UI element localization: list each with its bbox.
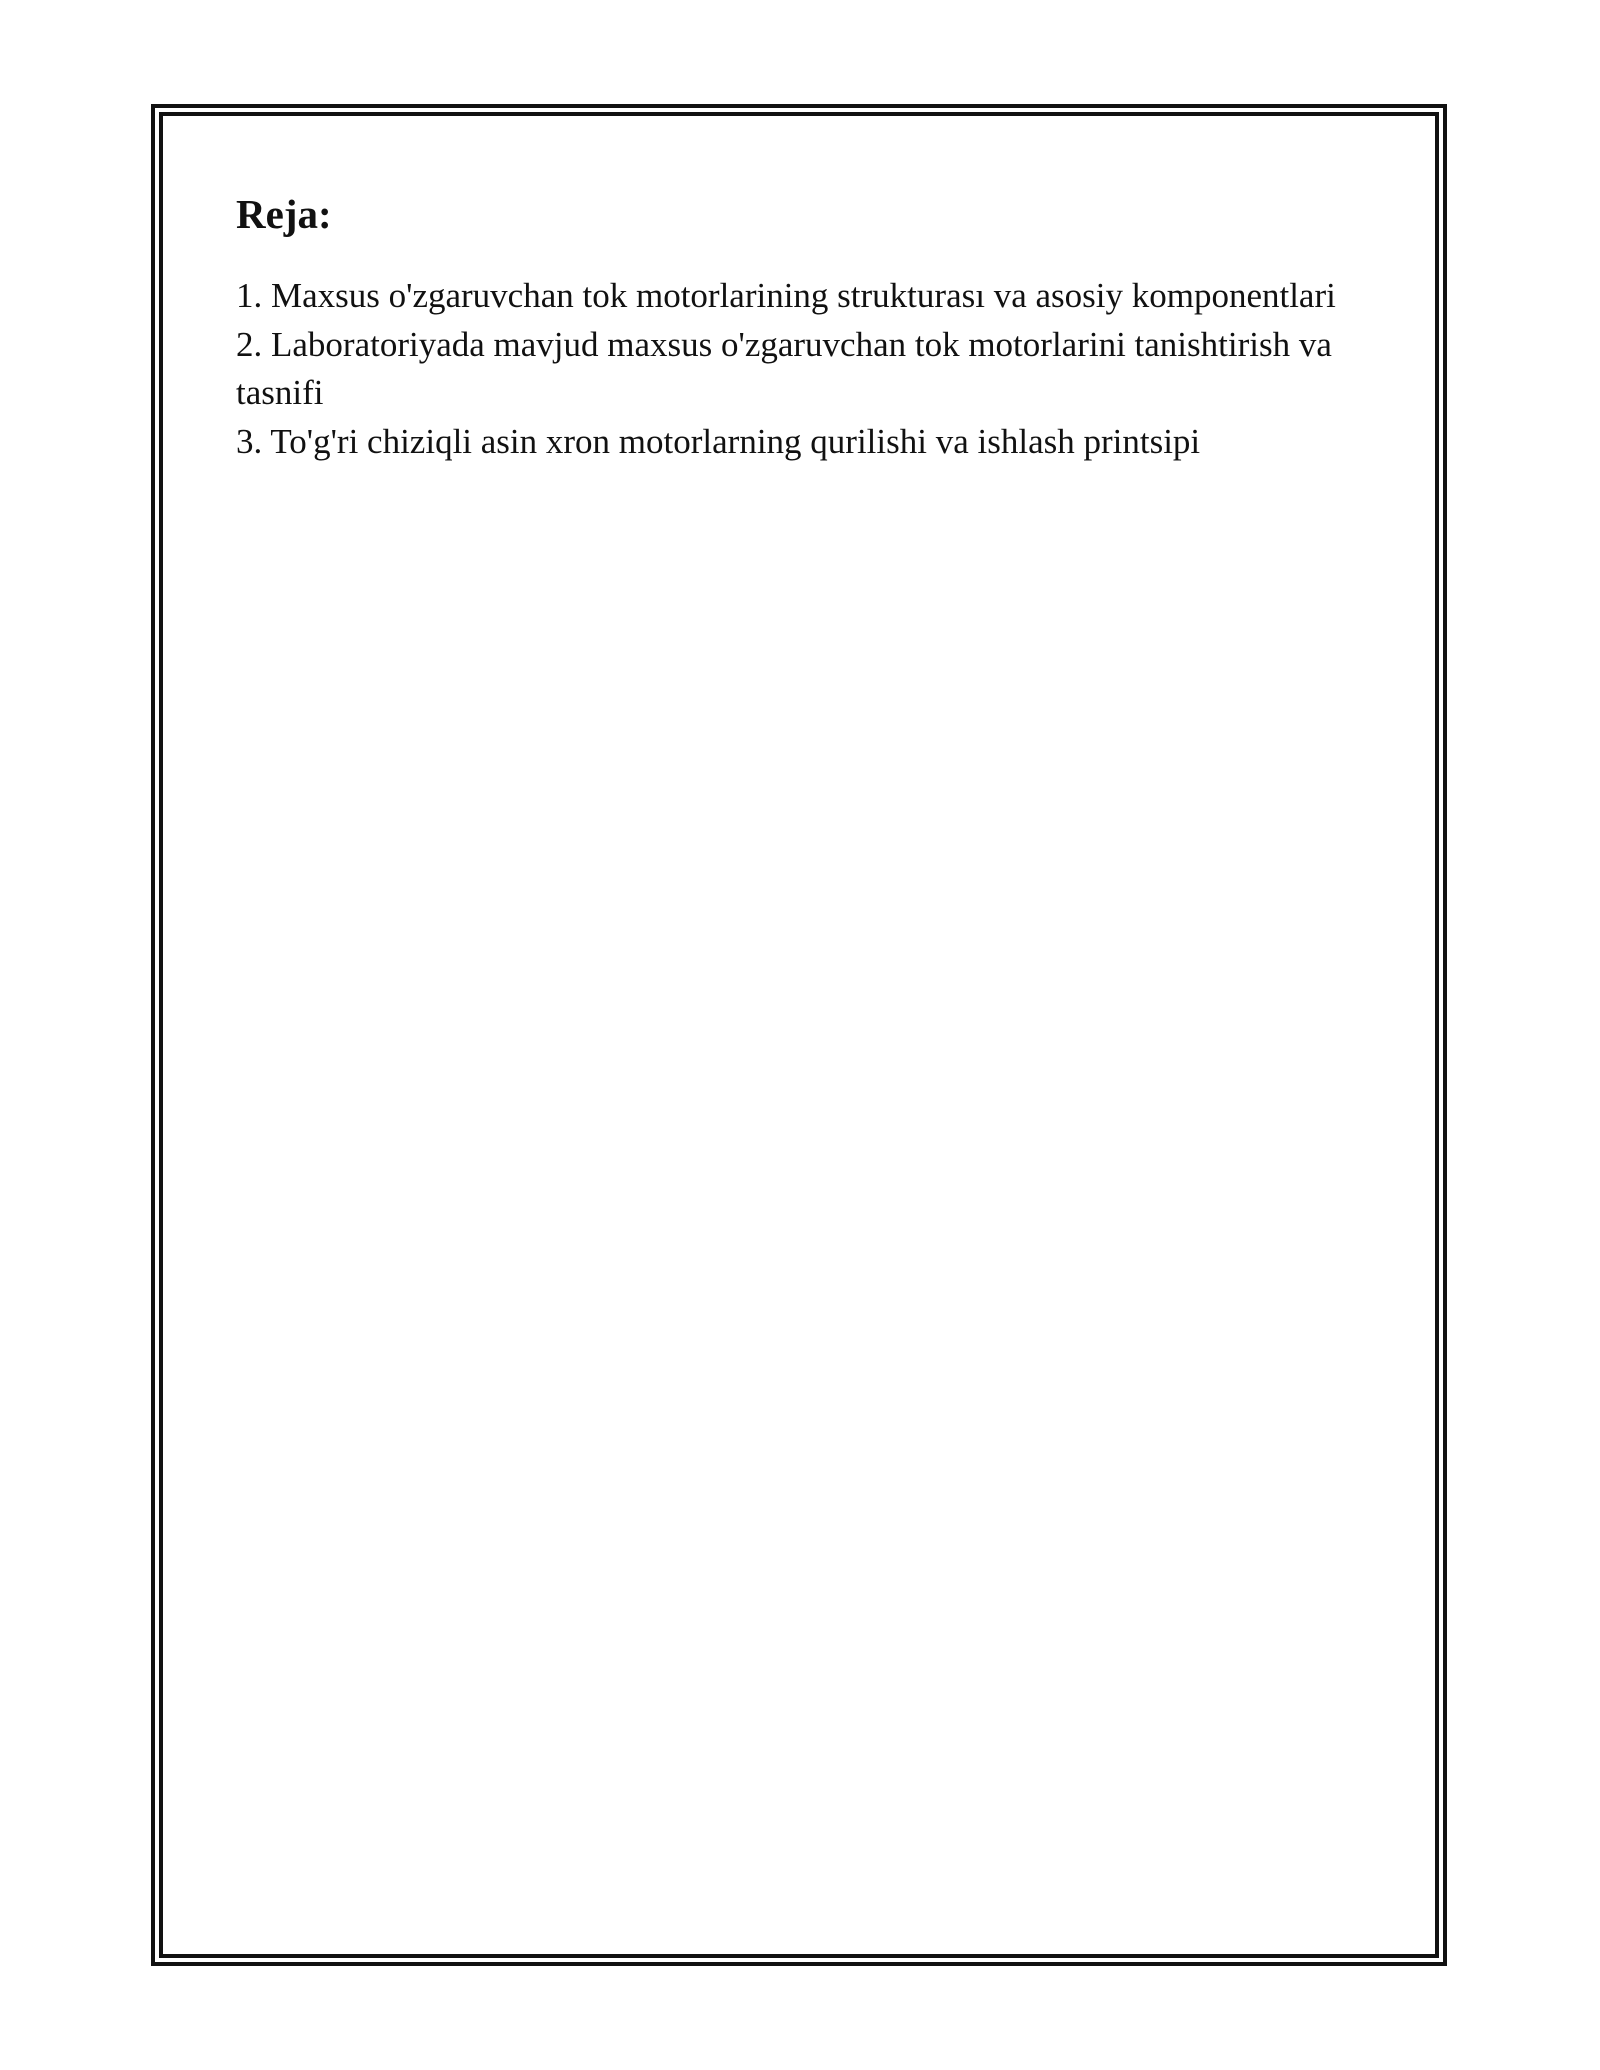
plan-heading: Reja: <box>236 191 332 237</box>
plan-list <box>236 272 1366 466</box>
plan-item-1: 1. Maxsus o'zgaruvchan tok motorlarining strukturası va asosiy komponentlari <box>236 276 1336 315</box>
plan-item-2: 2. Laboratoriyada mavjud maxsus o'zgaruvchan tok motorlarini tanishtirish va tasnifi <box>236 324 1332 412</box>
plan-item-3: 3. To'g'ri chiziqli asin xron motorlarning qurilishi va ishlash printsipi <box>236 421 1201 461</box>
document-content <box>236 186 1366 466</box>
